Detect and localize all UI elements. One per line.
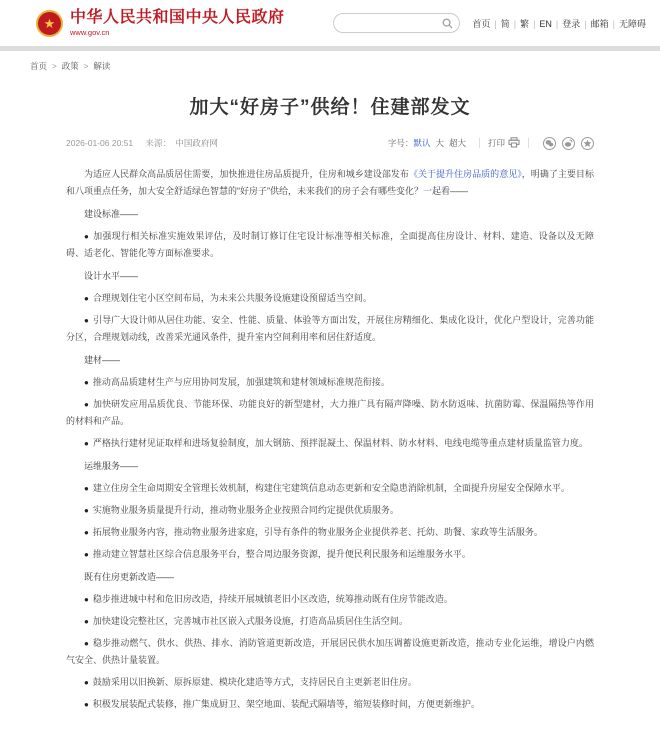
bullet-paragraph (66, 546, 594, 563)
article-body (66, 166, 594, 713)
nav-link-2[interactable]: 繁 (520, 18, 530, 29)
bullet-dot-icon: ● (84, 315, 89, 325)
section-heading: 建材—— (84, 354, 121, 365)
bullet-paragraph (66, 374, 594, 391)
bullet-dot-icon: ● (84, 505, 89, 515)
breadcrumb-item-1[interactable]: 政策 (61, 61, 79, 71)
top-nav (472, 17, 646, 30)
bullet-dot-icon: ● (84, 483, 89, 493)
print-button[interactable] (488, 137, 520, 150)
bullet-text: 加强现行相关标准实施效果评估，及时制订修订住宅设计标准等相关标准，全面提高住房设计、材料、建造、设备以及无障碍、适老化、智能化等方面标准要求。 (66, 230, 594, 258)
breadcrumb-item-0[interactable]: 首页 (30, 61, 48, 71)
site-title[interactable]: 中华人民共和国中央人民政府 (70, 8, 285, 26)
bullet-paragraph (66, 290, 594, 307)
print-label[interactable]: 打印 (487, 138, 505, 149)
bullet-dot-icon: ● (84, 549, 89, 559)
source-label: 来源： (145, 138, 172, 149)
bullet-paragraph (66, 524, 594, 541)
nav-separator: | (533, 18, 536, 29)
qzone-share-icon[interactable] (581, 137, 594, 150)
divider (479, 138, 480, 148)
bullet-dot-icon: ● (84, 699, 89, 709)
font-size-option-2[interactable]: 超大 (448, 138, 466, 149)
section-heading: 运维服务—— (84, 460, 139, 471)
bullet-text: 严格执行建材见证取样和进场复验制度，加大钢筋、预拌混凝土、保温材料、防水材料、电线电缆等重点建材质量监管力度。 (92, 437, 588, 448)
search-input[interactable] (344, 17, 442, 29)
site-url[interactable]: www.gov.cn (70, 28, 110, 38)
bullet-text: 稳步推动燃气、供水、供热、排水、消防管道更新改造，开展居民供水加压调蓄设施更新改造，推动专业化运维，增设户内燃气安全、供热计量装置。 (66, 637, 594, 665)
bullet-dot-icon: ● (84, 594, 89, 604)
bullet-text: 合理规划住宅小区空间布局，为未来公共服务设施建设预留适当空间。 (92, 292, 372, 303)
bullet-text: 鼓励采用以旧换新、原拆原建、模块化建造等方式，支持居民自主更新老旧住房。 (92, 676, 417, 687)
bullet-text: 拓展物业服务内容，推动物业服务进家庭，引导有条件的物业服务企业提供养老、托幼、助餐、家政等生活服务。 (92, 526, 543, 537)
nav-separator: | (584, 18, 587, 29)
bullet-text: 积极发展装配式装修，推广集成厨卫、架空地面、装配式隔墙等，缩短装修时间，方便更新维护。 (92, 698, 480, 709)
weibo-share-icon[interactable] (562, 137, 575, 150)
nav-separator: | (612, 18, 615, 29)
header-right (333, 13, 646, 33)
article-meta-left (66, 137, 218, 149)
nav-link-3[interactable]: EN (539, 18, 552, 29)
bullet-text: 加快研发应用品质优良、节能环保、功能良好的新型建材，大力推广具有隔声降噪、防水防返味、抗菌防霉、保温隔热等作用的材料和产品。 (66, 398, 594, 426)
site-ident (70, 9, 285, 38)
bullet-paragraph (66, 591, 594, 608)
bullet-text: 建立住房全生命周期安全管理长效机制，构建住宅建筑信息动态更新和安全隐患消除机制，全面提升房屋安全保障水平。 (92, 482, 570, 493)
header-divider (0, 46, 660, 51)
breadcrumb (30, 60, 660, 72)
bullet-text: 加快建设完整社区，完善城市社区嵌入式服务设施，打造高品质居住生活空间。 (92, 615, 408, 626)
bullet-dot-icon: ● (84, 377, 89, 387)
nav-separator: | (513, 18, 517, 29)
font-size-option-0[interactable]: 默认 (413, 138, 431, 149)
bullet-paragraph (66, 312, 594, 346)
bullet-dot-icon: ● (84, 438, 89, 448)
bullet-paragraph (66, 635, 594, 669)
article-meta-right (388, 137, 594, 150)
section-heading: 建设标准—— (84, 208, 139, 219)
breadcrumb-separator: > (83, 62, 89, 71)
bullet-text: 引导广大设计师从居住功能、安全、性能、质量、体验等方面出发，开展住房精细化、集成化设计，优化户型设计，完善功能分区，合理规划动线，改善采光通风条件，提升室内空间利用率和居住舒适度。 (66, 314, 594, 342)
bullet-dot-icon: ● (84, 231, 90, 241)
font-size-label: 字号： (387, 138, 414, 149)
article-title: 加大“好房子”供给！住建部发文 (189, 97, 471, 118)
publish-datetime: 2026-01-06 20:51 (66, 138, 134, 149)
bullet-text: 推动建立智慧社区综合信息服务平台，整合周边服务资源，提升便民利民服务和运维服务水平。 (92, 548, 471, 559)
bullet-paragraph (66, 696, 594, 713)
bullet-dot-icon: ● (84, 677, 89, 687)
policy-document-link[interactable]: 《关于提升住房品质的意见》 (408, 168, 522, 179)
national-emblem-icon: ★ (36, 10, 63, 37)
bullet-paragraph (66, 480, 594, 497)
divider (528, 138, 529, 148)
bullet-paragraph (66, 435, 594, 452)
bullet-paragraph (66, 613, 594, 630)
breadcrumb-separator: > (52, 62, 57, 71)
intro-text-post: ，明确了主要目标和八项重点任务，加大安全舒适绿色智慧的“好房子”供给，未来我们的房子会有哪些变化？一起看—— (66, 168, 594, 196)
nav-link-1[interactable]: 简 (500, 18, 510, 29)
bullet-dot-icon: ● (84, 638, 89, 648)
bullet-text: 推动高品质建材生产与应用协同发展，加强建筑和建材领域标准规范衔接。 (92, 376, 390, 387)
site-header (0, 0, 660, 46)
bullet-dot-icon: ● (84, 616, 89, 626)
nav-link-0[interactable]: 首页 (472, 18, 491, 29)
intro-text-pre: 为适应人民群众高品质居住需要，加快推进住房品质提升，住房和城乡建设部发布 (84, 168, 409, 179)
font-size-option-1[interactable]: 大 (435, 138, 444, 149)
nav-separator: | (555, 18, 559, 29)
section-heading: 设计水平—— (84, 270, 139, 281)
bullet-paragraph (66, 502, 594, 519)
font-size-options (413, 137, 471, 149)
site-logo[interactable] (36, 9, 285, 38)
search-box[interactable] (333, 13, 460, 33)
nav-link-4[interactable]: 登录 (562, 18, 581, 29)
article-sections (66, 206, 594, 713)
printer-icon[interactable] (505, 137, 520, 150)
nav-link-6[interactable]: 无障碍 (618, 18, 646, 29)
bullet-paragraph (66, 396, 594, 430)
source-value: 中国政府网 (175, 138, 218, 149)
article (66, 96, 594, 713)
bullet-text: 实施物业服务质量提升行动，推动物业服务企业按照合同约定提供优质服务。 (92, 504, 399, 515)
search-icon[interactable] (442, 18, 453, 29)
section-heading: 既有住房更新改造—— (84, 571, 175, 582)
article-meta-row (66, 137, 594, 150)
bullet-paragraph (66, 228, 594, 262)
nav-separator: | (494, 18, 497, 29)
wechat-share-icon[interactable] (543, 137, 556, 150)
bullet-dot-icon: ● (84, 527, 89, 537)
intro-paragraph (66, 166, 594, 200)
breadcrumb-item-2[interactable]: 解读 (93, 61, 111, 71)
nav-link-5[interactable]: 邮箱 (590, 18, 609, 29)
bullet-paragraph (66, 674, 594, 691)
bullet-dot-icon: ● (84, 293, 89, 303)
bullet-dot-icon: ● (84, 399, 89, 409)
bullet-text: 稳步推进城中村和危旧房改造，持续开展城镇老旧小区改造，统筹推动既有住房节能改造。 (92, 593, 453, 604)
